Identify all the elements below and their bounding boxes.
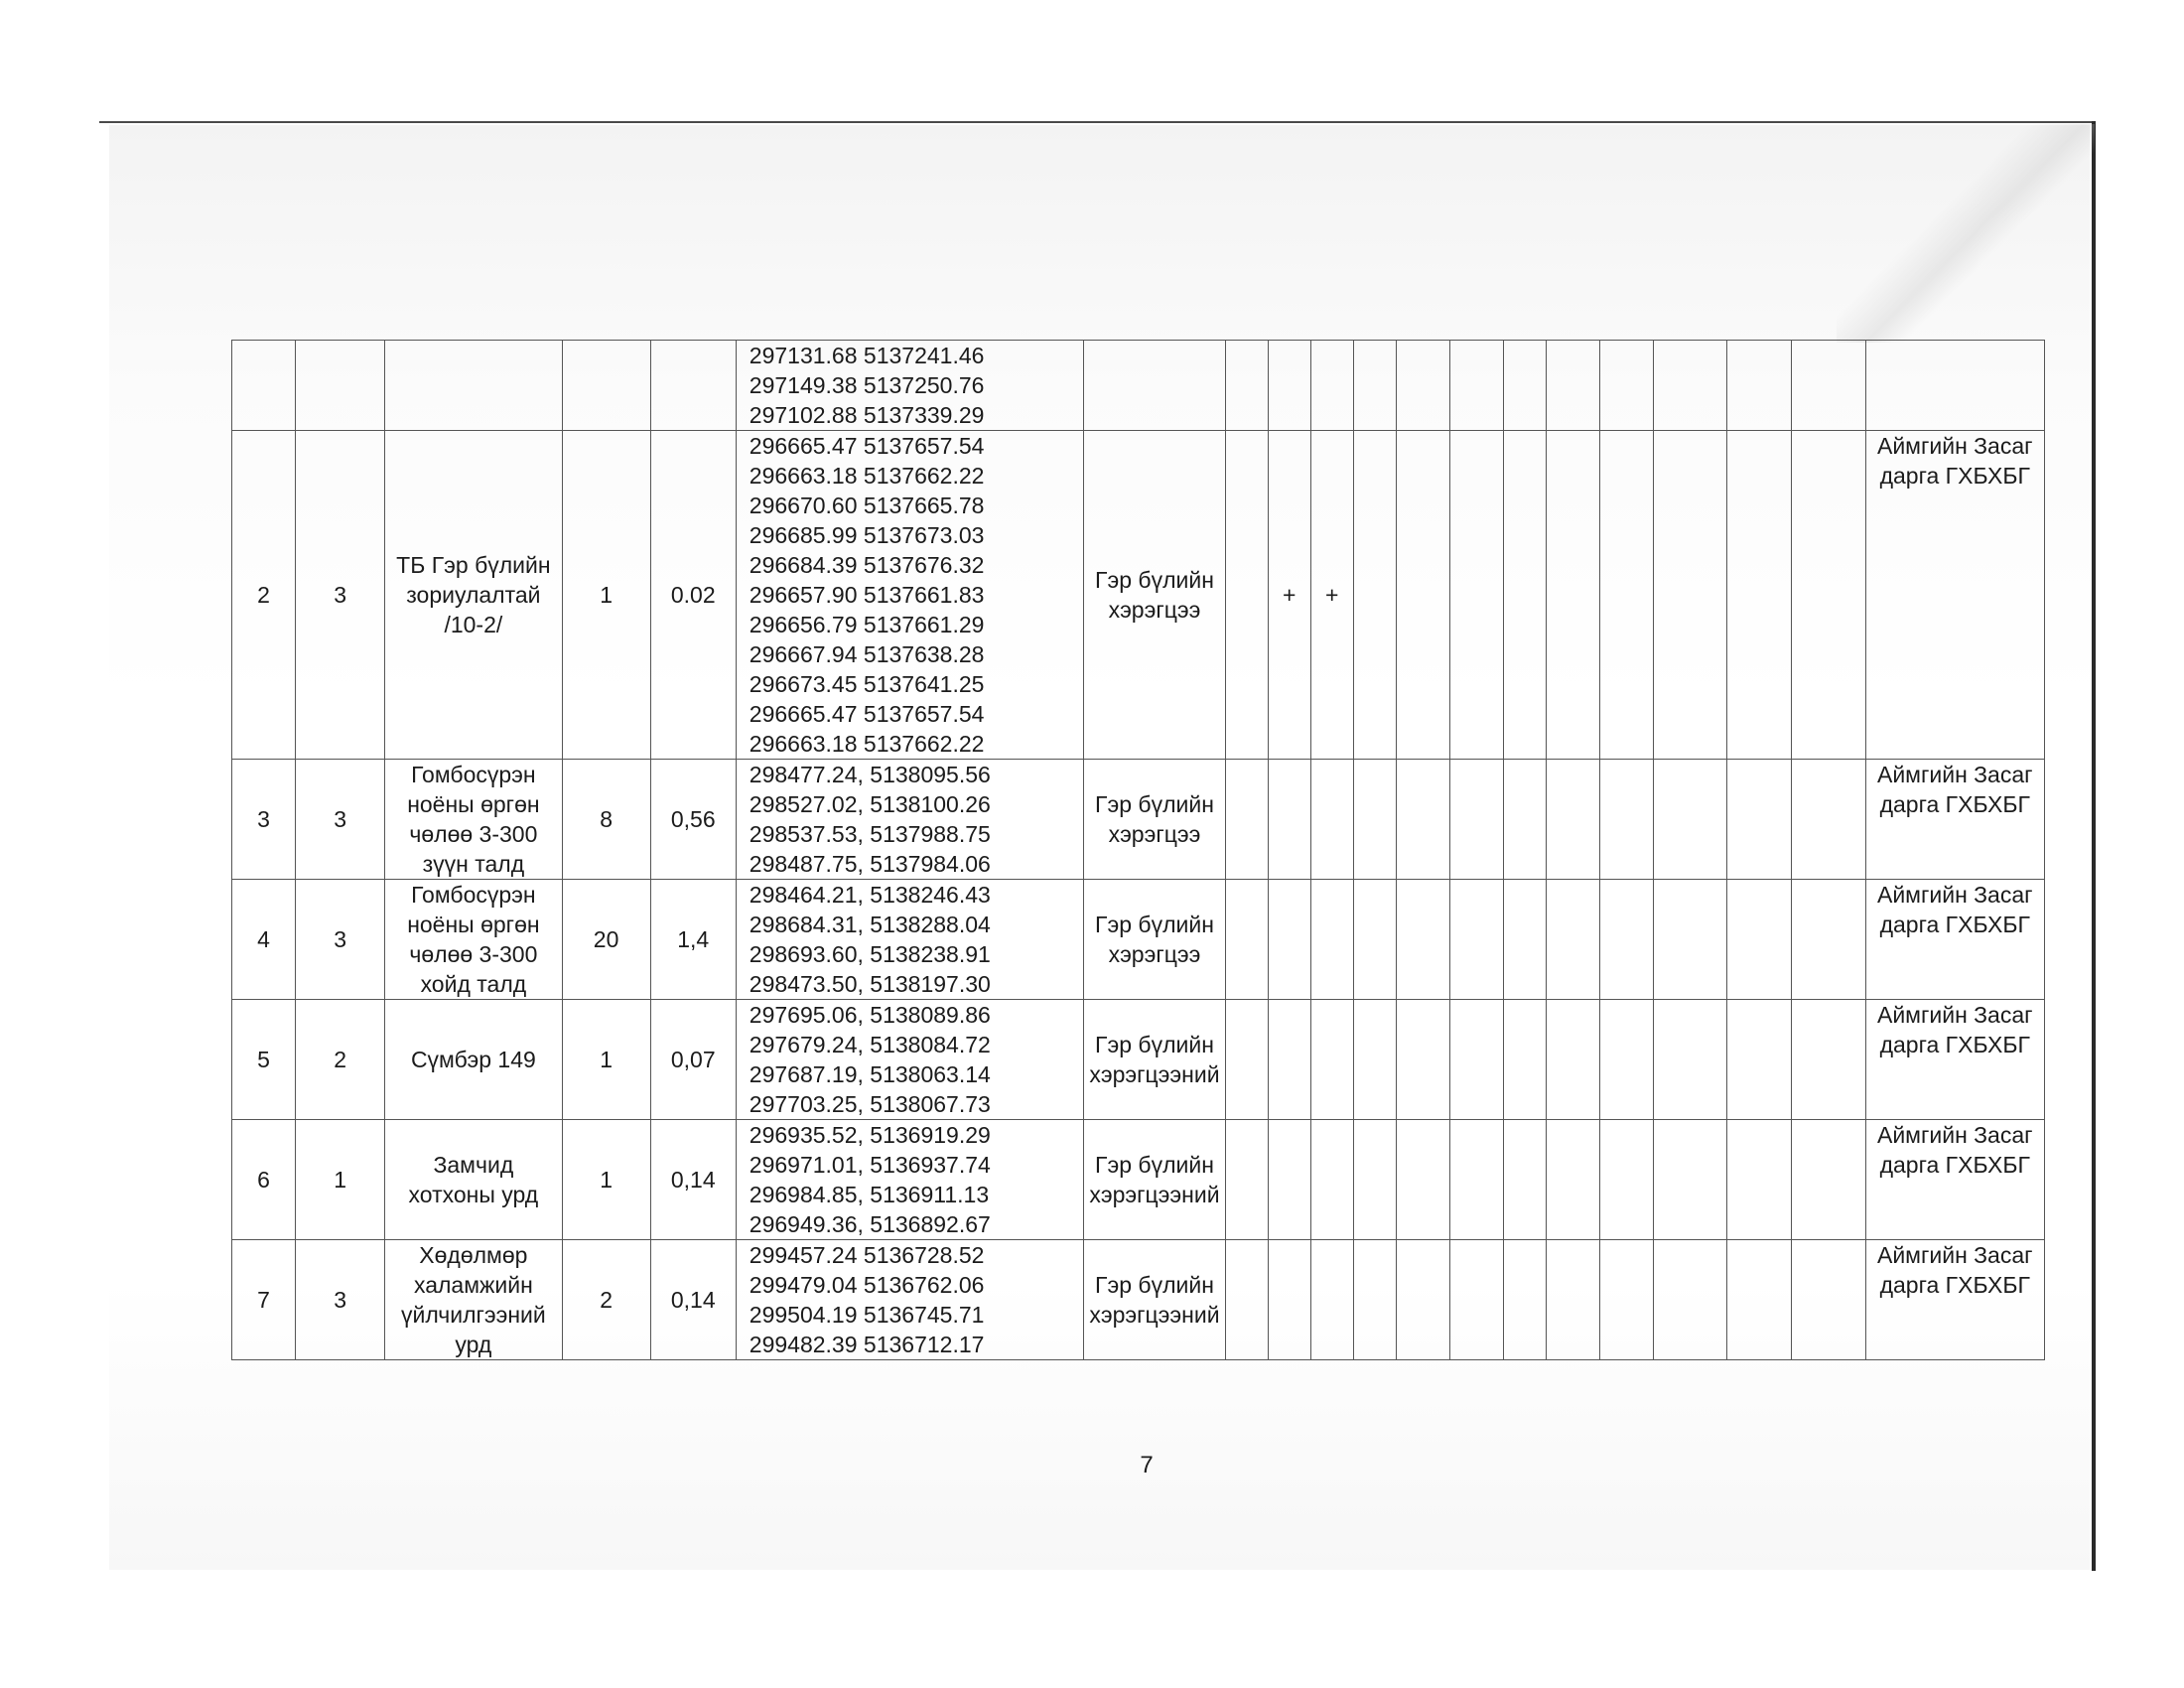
table-row	[232, 1240, 2045, 1360]
check-cell	[1547, 1120, 1600, 1240]
check-cell	[1654, 760, 1727, 880]
check-cell	[1503, 1240, 1546, 1360]
coordinate-line: 296663.18 5137662.22	[749, 731, 985, 757]
coordinate-line: 296673.45 5137641.25	[749, 671, 985, 697]
check-cell	[1268, 1240, 1310, 1360]
check-cell	[1353, 1240, 1396, 1360]
check-cell	[1225, 431, 1268, 760]
row-number-cell: 3	[232, 760, 296, 880]
check-cell	[1547, 760, 1600, 880]
land-allocation-table	[231, 340, 2045, 1360]
check-cell	[1396, 341, 1449, 431]
table-row	[232, 1000, 2045, 1120]
check-cell	[1396, 760, 1449, 880]
check-cell	[1449, 1000, 1503, 1120]
check-cell	[1727, 880, 1792, 1000]
group-number-cell: 2	[296, 1000, 385, 1120]
check-cell	[1600, 431, 1654, 760]
coordinates-cell	[736, 341, 1084, 431]
coordinate-line: 298684.31, 5138288.04	[749, 912, 991, 937]
group-number-cell: 3	[296, 1240, 385, 1360]
check-cell	[1449, 431, 1503, 760]
authority-cell: Аймгийн Засаг дарга ГХБХБГ	[1865, 880, 2044, 1000]
check-cell	[1396, 880, 1449, 1000]
group-number-cell: 3	[296, 431, 385, 760]
coordinate-line: 296684.39 5137676.32	[749, 552, 985, 578]
check-cell	[1310, 880, 1353, 1000]
table-row	[232, 760, 2045, 880]
row-number-cell: 4	[232, 880, 296, 1000]
check-cell	[1727, 1240, 1792, 1360]
group-number-cell: 3	[296, 760, 385, 880]
unit-count-cell: 8	[562, 760, 650, 880]
coordinate-line: 297695.06, 5138089.86	[749, 1002, 991, 1028]
check-cell	[1353, 431, 1396, 760]
coordinate-line: 297131.68 5137241.46	[749, 343, 985, 368]
coordinate-line: 299504.19 5136745.71	[749, 1302, 985, 1328]
check-cell	[1547, 431, 1600, 760]
check-cell	[1449, 341, 1503, 431]
table-row	[232, 341, 2045, 431]
purpose-cell: Гэр бүлийн хэрэгцээний	[1084, 1240, 1225, 1360]
group-number-cell: 3	[296, 880, 385, 1000]
check-cell	[1503, 1120, 1546, 1240]
coordinate-line: 296949.36, 5136892.67	[749, 1211, 991, 1237]
coordinate-line: 296685.99 5137673.03	[749, 522, 985, 548]
check-cell	[1268, 341, 1310, 431]
area-value-cell: 1,4	[650, 880, 736, 1000]
scan-top-edge	[99, 121, 2095, 123]
area-value-cell: 0,56	[650, 760, 736, 880]
coordinate-line: 298487.75, 5137984.06	[749, 851, 991, 877]
coordinates-cell	[736, 431, 1084, 760]
check-cell	[1600, 760, 1654, 880]
check-cell	[1792, 431, 1865, 760]
coordinate-line: 296971.01, 5136937.74	[749, 1152, 991, 1178]
coordinate-line: 296665.47 5137657.54	[749, 701, 985, 727]
check-cell	[1449, 760, 1503, 880]
check-cell	[1225, 1000, 1268, 1120]
row-number-cell: 2	[232, 431, 296, 760]
location-name-cell: Сүмбэр 149	[385, 1000, 562, 1120]
unit-count-cell: 20	[562, 880, 650, 1000]
check-cell	[1654, 1000, 1727, 1120]
page-fold-shadow	[1837, 124, 2095, 343]
table-row	[232, 880, 2045, 1000]
authority-cell: Аймгийн Засаг дарга ГХБХБГ	[1865, 1000, 2044, 1120]
coordinate-line: 298527.02, 5138100.26	[749, 791, 991, 817]
check-cell	[1310, 1240, 1353, 1360]
check-cell: +	[1310, 431, 1353, 760]
coordinate-line: 298477.24, 5138095.56	[749, 762, 991, 787]
check-cell	[1792, 880, 1865, 1000]
check-cell	[1268, 760, 1310, 880]
unit-count-cell: 2	[562, 1240, 650, 1360]
purpose-cell: Гэр бүлийн хэрэгцээний	[1084, 1000, 1225, 1120]
check-cell	[1503, 760, 1546, 880]
check-cell	[1503, 431, 1546, 760]
coordinate-line: 298537.53, 5137988.75	[749, 821, 991, 847]
check-cell	[1547, 1240, 1600, 1360]
check-cell	[1449, 1240, 1503, 1360]
check-cell	[1503, 341, 1546, 431]
authority-cell	[1865, 341, 2044, 431]
coordinate-line: 296667.94 5137638.28	[749, 641, 985, 667]
coordinate-line: 299457.24 5136728.52	[749, 1242, 985, 1268]
check-cell	[1503, 1000, 1546, 1120]
check-cell	[1654, 431, 1727, 760]
check-cell	[1353, 1000, 1396, 1120]
location-name-cell: Гомбосүрэн ноёны өргөн чөлөө 3-300 хойд талд	[385, 880, 562, 1000]
check-cell	[1353, 760, 1396, 880]
row-number-cell: 5	[232, 1000, 296, 1120]
table-row	[232, 1120, 2045, 1240]
authority-cell: Аймгийн Засаг дарга ГХБХБГ	[1865, 1120, 2044, 1240]
check-cell	[1396, 1120, 1449, 1240]
area-value-cell: 0.02	[650, 431, 736, 760]
check-cell	[1310, 1120, 1353, 1240]
authority-cell: Аймгийн Засаг дарга ГХБХБГ	[1865, 1240, 2044, 1360]
check-cell	[1396, 1240, 1449, 1360]
check-cell	[1449, 880, 1503, 1000]
check-cell	[1225, 1120, 1268, 1240]
check-cell	[1396, 431, 1449, 760]
location-name-cell	[385, 341, 562, 431]
authority-cell: Аймгийн Засаг дарга ГХБХБГ	[1865, 431, 2044, 760]
coordinate-line: 298693.60, 5138238.91	[749, 941, 991, 967]
coordinate-line: 298473.50, 5138197.30	[749, 971, 991, 997]
location-name-cell: Замчид хотхоны урд	[385, 1120, 562, 1240]
coordinates-cell	[736, 1000, 1084, 1120]
coordinate-line: 298464.21, 5138246.43	[749, 882, 991, 908]
check-cell	[1792, 760, 1865, 880]
coordinate-line: 296984.85, 5136911.13	[749, 1182, 990, 1207]
check-cell	[1600, 1240, 1654, 1360]
coordinate-line: 297149.38 5137250.76	[749, 372, 985, 398]
check-cell	[1792, 1120, 1865, 1240]
check-cell	[1268, 1120, 1310, 1240]
check-cell	[1792, 341, 1865, 431]
coordinate-line: 297703.25, 5138067.73	[749, 1091, 991, 1117]
coordinate-line: 297102.88 5137339.29	[749, 402, 985, 428]
check-cell: +	[1268, 431, 1310, 760]
location-name-cell: ТБ Гэр бүлийн зориулалтай /10-2/	[385, 431, 562, 760]
area-value-cell: 0,14	[650, 1120, 736, 1240]
coordinates-cell	[736, 880, 1084, 1000]
check-cell	[1727, 1000, 1792, 1120]
table-row	[232, 431, 2045, 760]
check-cell	[1547, 880, 1600, 1000]
location-name-cell: Гомбосүрэн ноёны өргөн чөлөө 3-300 зүүн талд	[385, 760, 562, 880]
unit-count-cell: 1	[562, 1120, 650, 1240]
area-value-cell: 0,07	[650, 1000, 736, 1120]
location-name-cell: Хөдөлмөр халамжийн үйлчилгээний урд	[385, 1240, 562, 1360]
check-cell	[1600, 880, 1654, 1000]
coordinate-line: 296656.79 5137661.29	[749, 612, 985, 637]
purpose-cell: Гэр бүлийн хэрэгцээний	[1084, 1120, 1225, 1240]
coordinate-line: 296670.60 5137665.78	[749, 492, 985, 518]
group-number-cell: 1	[296, 1120, 385, 1240]
coordinate-line: 297679.24, 5138084.72	[749, 1032, 991, 1057]
check-cell	[1654, 1240, 1727, 1360]
check-cell	[1268, 1000, 1310, 1120]
coordinate-line: 296935.52, 5136919.29	[749, 1122, 991, 1148]
coordinate-line: 299482.39 5136712.17	[749, 1332, 985, 1357]
authority-cell: Аймгийн Засаг дарга ГХБХБГ	[1865, 760, 2044, 880]
area-value-cell	[650, 341, 736, 431]
coordinate-line: 297687.19, 5138063.14	[749, 1061, 991, 1087]
coordinates-cell	[736, 1120, 1084, 1240]
row-number-cell: 6	[232, 1120, 296, 1240]
check-cell	[1600, 1000, 1654, 1120]
check-cell	[1547, 1000, 1600, 1120]
check-cell	[1353, 1120, 1396, 1240]
check-cell	[1654, 341, 1727, 431]
check-cell	[1396, 1000, 1449, 1120]
row-number-cell: 7	[232, 1240, 296, 1360]
check-cell	[1310, 341, 1353, 431]
row-number-cell	[232, 341, 296, 431]
purpose-cell: Гэр бүлийн хэрэгцээ	[1084, 880, 1225, 1000]
table-body	[232, 341, 2045, 1360]
check-cell	[1792, 1240, 1865, 1360]
check-cell	[1225, 1240, 1268, 1360]
unit-count-cell: 1	[562, 1000, 650, 1120]
coordinate-line: 299479.04 5136762.06	[749, 1272, 985, 1298]
check-cell	[1353, 880, 1396, 1000]
coordinates-cell	[736, 760, 1084, 880]
unit-count-cell	[562, 341, 650, 431]
coordinate-line: 296657.90 5137661.83	[749, 582, 985, 608]
check-cell	[1310, 1000, 1353, 1120]
check-cell	[1600, 1120, 1654, 1240]
page-number: 7	[1140, 1452, 1154, 1478]
coordinates-cell	[736, 1240, 1084, 1360]
group-number-cell	[296, 341, 385, 431]
check-cell	[1225, 880, 1268, 1000]
check-cell	[1792, 1000, 1865, 1120]
purpose-cell: Гэр бүлийн хэрэгцээ	[1084, 760, 1225, 880]
check-cell	[1225, 341, 1268, 431]
check-cell	[1225, 760, 1268, 880]
check-cell	[1654, 1120, 1727, 1240]
check-cell	[1727, 760, 1792, 880]
check-cell	[1353, 341, 1396, 431]
check-cell	[1727, 341, 1792, 431]
check-cell	[1547, 341, 1600, 431]
purpose-cell: Гэр бүлийн хэрэгцээ	[1084, 431, 1225, 760]
area-value-cell: 0,14	[650, 1240, 736, 1360]
check-cell	[1654, 880, 1727, 1000]
coordinate-line: 296665.47 5137657.54	[749, 433, 985, 459]
purpose-cell	[1084, 341, 1225, 431]
check-cell	[1600, 341, 1654, 431]
check-cell	[1727, 431, 1792, 760]
check-cell	[1268, 880, 1310, 1000]
check-cell	[1310, 760, 1353, 880]
check-cell	[1503, 880, 1546, 1000]
check-cell	[1727, 1120, 1792, 1240]
unit-count-cell: 1	[562, 431, 650, 760]
coordinate-line: 296663.18 5137662.22	[749, 463, 985, 489]
check-cell	[1449, 1120, 1503, 1240]
